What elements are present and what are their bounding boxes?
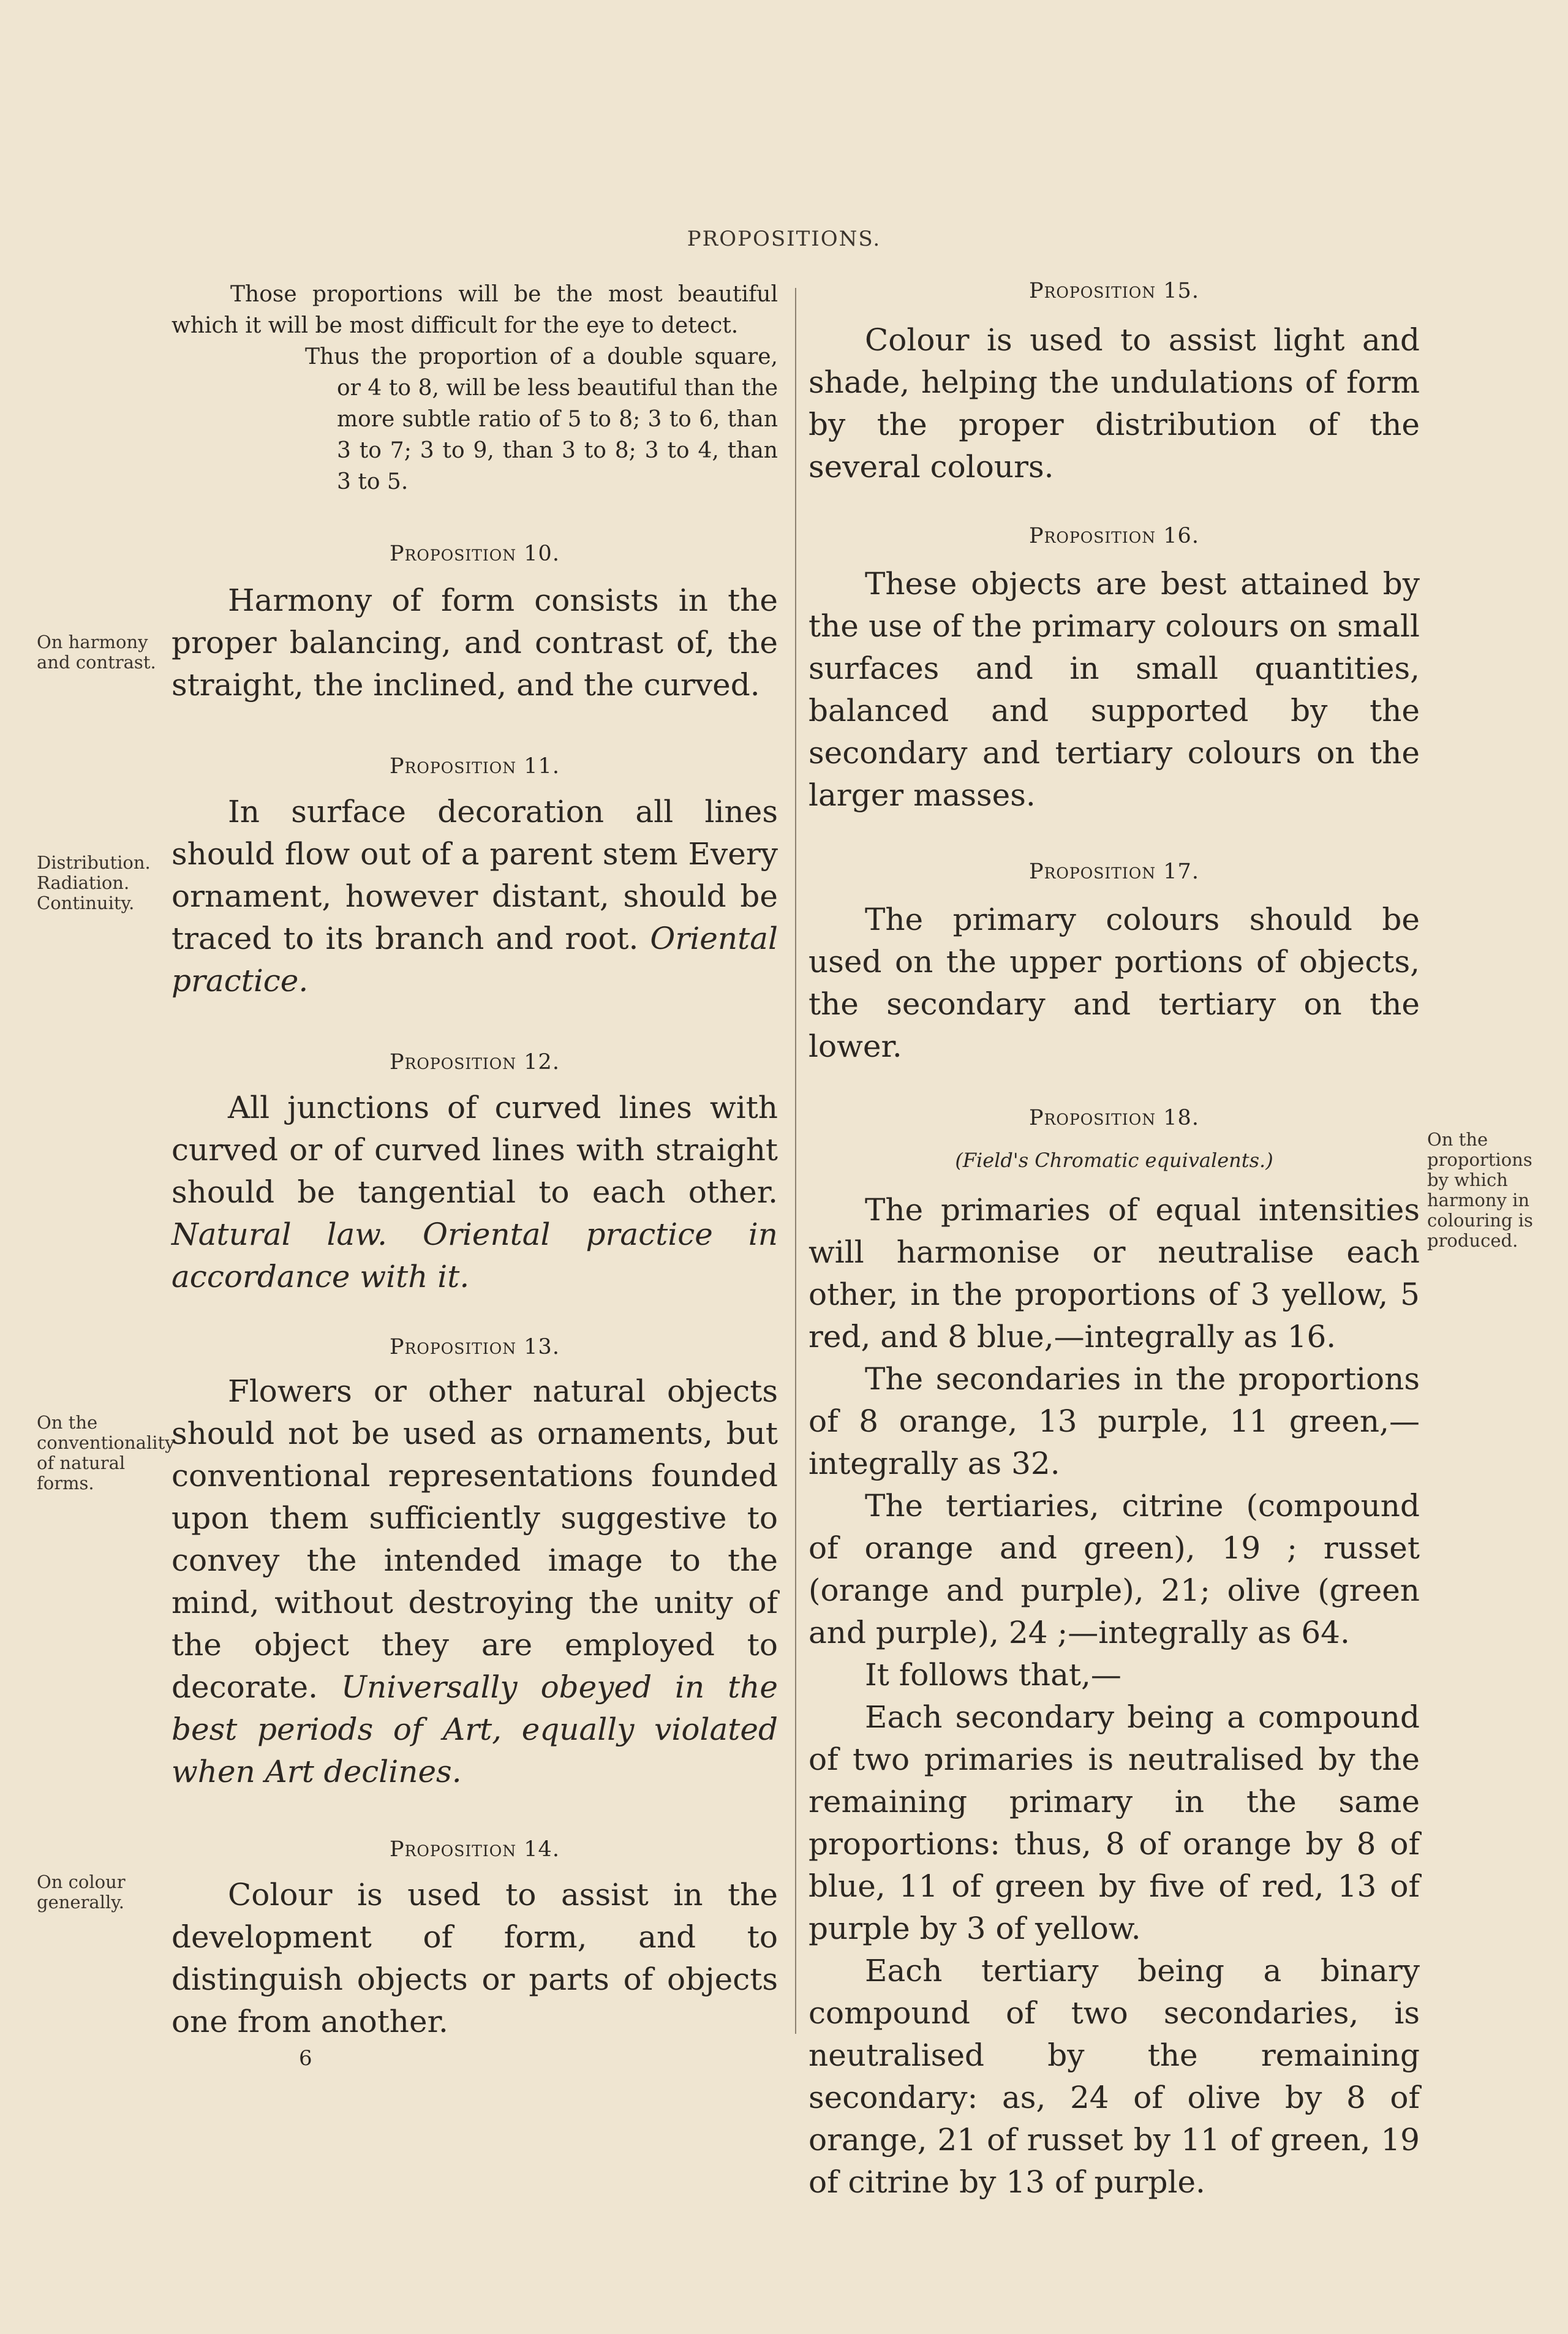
proposition-16-text: These objects are best attained by the use of the primary colours on small surfaces and in small quantities, balanced and supported by the secondary and tertiary colours on the larger masses. bbox=[809, 566, 1420, 813]
proposition-18-para-3: The tertiaries, citrine (compound of orange and green), 19 ; russet (orange and purple), 21; olive (green and purple), 24 ;—integrally as 64. bbox=[809, 1488, 1420, 1650]
proposition-18-para-6: Each tertiary being a binary compound of two secondaries, is neutralised by the remaining secondary: as, 24 of olive by 8 of orange, 21 of russet by 11 of green, 19 of citrine by 13 of purple. bbox=[809, 1953, 1420, 2200]
proposition-13-body bbox=[172, 1370, 778, 1793]
column-divider bbox=[795, 288, 796, 2034]
intro-paragraph: Those proportions will be the most beautiful which it will be most difficult for the eye to detect. bbox=[172, 282, 778, 338]
margin-note-harmony: On harmony and contrast. bbox=[37, 632, 156, 673]
proposition-15-heading: Proposition 15. bbox=[1029, 279, 1199, 303]
proposition-12-text: All junctions of curved lines with curved or of curved lines with straight should be tangential to each other. bbox=[172, 1090, 778, 1210]
proposition-18-para-4: It follows that,— bbox=[865, 1657, 1121, 1693]
proposition-13-text: Flowers or other natural objects should not be used as ornaments, but conventional representations founded upon them sufficiently suggestive to convey the intended image to the mind, without destroying the unity of the object they are employed to decorate. bbox=[172, 1373, 778, 1705]
proposition-18-para-1: The primaries of equal intensities will harmonise or neutralise each other, in the proportions of 3 yellow, 5 red, and 8 blue,—integrally as 16. bbox=[809, 1192, 1420, 1354]
proposition-11-heading: Proposition 11. bbox=[390, 754, 560, 779]
proposition-10-heading: Proposition 10. bbox=[390, 542, 560, 566]
proposition-14-text: Colour is used to assist in the development of form, and to distinguish objects or parts of objects one from another. bbox=[172, 1877, 778, 2039]
margin-note-colour: On colour generally. bbox=[37, 1871, 126, 1913]
left-column bbox=[172, 279, 778, 2043]
proposition-13-heading: Proposition 13. bbox=[390, 1335, 560, 1359]
margin-note-radiation-line: Radiation. bbox=[37, 872, 130, 893]
margin-note-proportions: On the proportions by which harmony in colouring is produced. bbox=[1427, 1129, 1533, 1251]
proposition-10-text: Harmony of form consists in the proper balancing, and contrast of, the straight, the inclined, and the curved. bbox=[172, 583, 778, 703]
proposition-18-para-2: The secondaries in the proportions of 8 orange, 13 purple, 11 green,—integrally as 32. bbox=[809, 1361, 1420, 1481]
proposition-18-para-5: Each secondary being a compound of two primaries is neutralised by the remaining primary in the same proportions: thus, 8 of orange by 8 of blue, 11 of green by five of red, 13 of purple by 3 of yellow. bbox=[809, 1699, 1420, 1946]
proposition-15-text: Colour is used to assist light and shade, helping the undulations of form by the proper distribution of the several colours. bbox=[809, 322, 1420, 485]
proposition-12-body bbox=[172, 1087, 778, 1298]
proposition-12-note: Natural law. Oriental practice in accordance with it. bbox=[172, 1217, 778, 1294]
proposition-17-text: The primary colours should be used on the upper portions of objects, the secondary and tertiary on the lower. bbox=[809, 902, 1420, 1064]
page-number: 6 bbox=[299, 2046, 312, 2071]
proposition-12-heading: Proposition 12. bbox=[390, 1050, 560, 1074]
proposition-18-subheading: (Field's Chromatic equivalents.) bbox=[955, 1149, 1273, 1172]
right-column bbox=[809, 279, 1420, 2204]
proposition-11-text: In surface decoration all lines should flow out of a parent stem Every ornament, however distant, should be traced to its branch and root. bbox=[172, 794, 778, 956]
proposition-11-note: Oriental practice. bbox=[172, 921, 778, 999]
proposition-14-heading: Proposition 14. bbox=[390, 1837, 560, 1862]
proposition-17-heading: Proposition 17. bbox=[1029, 859, 1199, 884]
proposition-13-note: Universally obeyed in the best periods of Art, equally violated when Art declines. bbox=[172, 1669, 778, 1789]
margin-note-continuity-line: Continuity. bbox=[37, 893, 135, 913]
proposition-16-heading: Proposition 16. bbox=[1029, 524, 1199, 548]
margin-note-conventionality: On the conventionality of natural forms. bbox=[37, 1412, 175, 1494]
intro-example: Thus the proportion of a double square, or 4 to 8, will be less beautiful than the more subtle ratio of 5 to 8; 3 to 6, than 3 to 7; 3 to 9, than 3 to 8; 3 to 4, than 3 to 5. bbox=[305, 344, 778, 494]
margin-note-distribution bbox=[37, 853, 172, 913]
proposition-11-body bbox=[172, 791, 778, 1002]
running-head: PROPOSITIONS. bbox=[687, 227, 881, 251]
margin-note-distribution-line: Distribution. bbox=[37, 852, 151, 873]
proposition-18-heading: Proposition 18. bbox=[1029, 1106, 1199, 1130]
